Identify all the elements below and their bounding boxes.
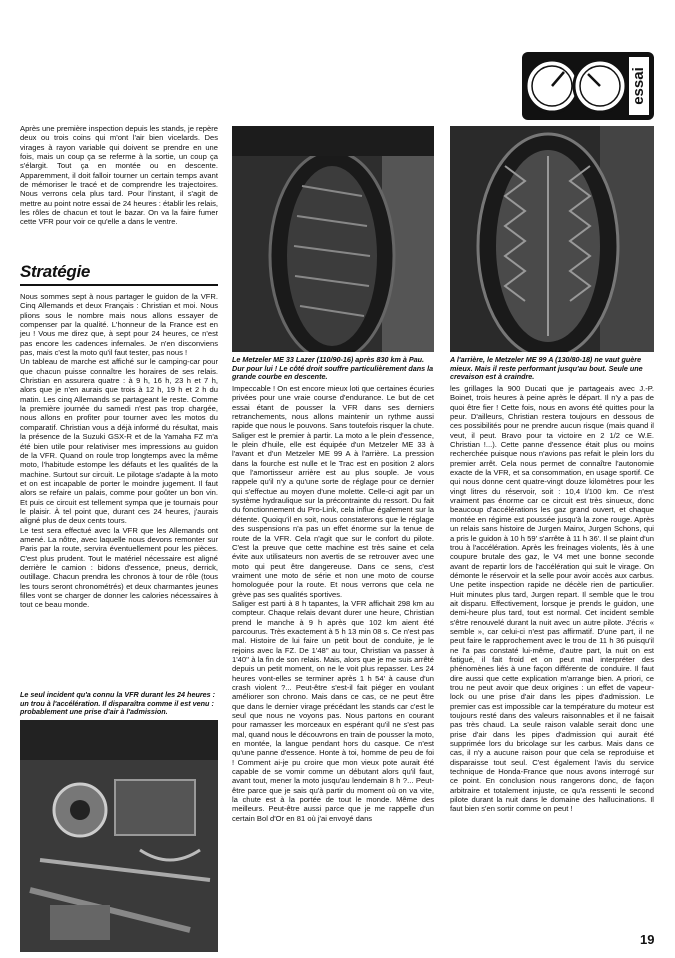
- engine-icon: [20, 720, 218, 952]
- essai-logo: [522, 52, 654, 120]
- caption-rear-tire: A l'arrière, le Metzeler ME 99 A (130/80-18) ne vaut guère mieux. Mais il reste performant jusqu'au bout. Seule une crevaison est à craindre.: [450, 355, 643, 382]
- engine-photo: [20, 720, 218, 952]
- rear-tire-icon: [450, 126, 654, 352]
- intro-paragraph: [20, 124, 218, 227]
- middle-paragraph-1: Impeccable ! On est encore mieux loti que certaines écuries privées pour une vraie course d'endurance. Le but de cet essai étant de pousser la VFR dans ses derniers retranchements, nous allons maintenir un rythme aussi rapide que nous le pouvons. Sans toutefois risquer la chute. Saliger est le premier à partir. La moto a le plein d'essence, le plein d'huile, elle est équipée d'un Metzeler ME 33 à l'avant et d'un Metzeler ME 99 A à l'arrière. La pression dans la fourche est nulle et le Trac est en position 2 alors que l'amortisseur arrière est au plus souple. Je vous rappele qu'il n'y a qu'une sorte de réglage pour ce dernier qui s'effectue au moyen d'une molette. Celle-ci agit par un système hydraulique sur la précontrainte du ressort. Du fait du fonctionnement du Pro-Link, cela influe également sur la détente. Quoiqu'il en soit, nous constaterons que le réglage des suspensions n'a pas un effet énorme sur la tenue de route de la VFR. Cela n'agit que sur le confort du pilote. C'est la preuve que cette machine est très saine et cela évite aux utilisateurs non avertis de se retrouver avec une moto qui peut être dangereuse. Dans ce sens, c'est vraiment une moto de série et non une moto de course homologuée pour la route. Et nous verrons que cela ne grève pas ses qualités sportives.: [232, 384, 434, 599]
- gauges-icon: [522, 52, 654, 120]
- intro-text: Après une première inspection depuis les stands, je repère deux ou trois coins qui m'ont l'air bien vicelards. Des virages à rayon variable qui doivent se prendre en une fois, mais un coup ça se referme à la sortie, un coup ça s'élargit. Tout ça en montée ou en descente. Apparemment, il doit falloir tourner un certain temps avant de mémoriser le tracé et de comprendre les trajectoires. Nous verrons cela plus tard. Pour l'instant, il s'agit de mettre au point notre essai de 24 heures : établir les relais, les rôles de chacun et tout le bazar. On va la faire fumer cette VFR pour voir ce qu'elle a dans le ventre.: [20, 124, 218, 227]
- caption-engine-photo: Le seul incident qu'a connu la VFR durant les 24 heures : un trou à l'accélération. Il disparaîtra comme il est venu : probablement une prise d'air à l'admission.: [20, 690, 216, 717]
- right-paragraph-1: les grillages la 900 Ducati que je partageais avec J.-P. Boinet, trois heures à peine après le départ. Il n'y a pas de quoi être fier ! Cette fois, nous en avons été quittes pour la peur. D'ailleurs, Christian restera toujours en dessous de ces possibilités pour ne prendre aucun risque (mais quand il veut, il peut. Bravo pour ta victoire en 2 1/2 ce W.E. Christian !...). Cette panne d'essence était plus ou moins recherchée puisque nous n'avions pas refait le plein lors du premier arrêt. Cela nous permet de connaître l'autonomie exacte de la VFR, et sa consommation, en usage sportif. Ce qui nous donne cent quatre-vingt douze kilomètres pour les vingt litres du réservoir, soit : 10,4 l/100 km. Ce n'est vraiment pas énorme car ce circuit est très sinueux, donc beaucoup d'accélérations les gaz grand ouvert, et chaque montée en régime est poussée jusqu'à la zone rouge. Après un relais sans histoire de Jurgen Mainx, Jurgen Schons, qui a pris le guidon à 10 h 59' s'arrête à 11 h 36'. Il se plaint d'un trou à l'accélération. Après les freinages violents, lès à une coupure brutale des gaz, le V4 met une bonne seconde avant de repartir lors de l'accélération qui suit le virage. On démonte le réservoir et la selle pour avoir accès aux carbus. Une petite inspection rapide ne décèle rien de particulier. Huit minutes plus tard, Jurgen repart. Il semble que le trou ait disparu. Effectivement, lorsque je prends le guidon, une demi-heure plus tard, tout est normal. Cet incident semble s'être renouvelé durant la nuit avec un autre pilote. J'écris « semble », car celui-ci n'est pas affirmatif. D'une part, il ne peut faire le rapprochement avec le trou de 11 h 36 puisqu'il ne l'a pas constaté lui-même, d'autre part, la nuit on est fatigué, il fait froid et on peut mal interpréter des phénomènes liés à une façon différente de conduire. Il faut dire aussi que cette explication m'arrange bien. A priori, ce trou ne peut avoir que deux origines : un effet de vapeur-lock ou une prise d'air dans les pipes d'admission. Le premier cas est impossible car la température du moteur est toujours resté dans des valeurs raisonnables et il ne faisait pas très chaud. La seule raison valable serait donc une prise d'air dans les pipes d'admission qui aurait été supprimée lors du bricolage sur les carbus. Mais dans ce cas, il n'y a aucune raison pour que cela se reproduise et disparaisse tout seul. C'est également l'avis du service technique de Honda-France que nous avons interrogé sur ce point. En conclusion nous rangerons donc, de façon arbitraire et totalement injuste, ce qu'a ressenti le second pilote durant la nuit dans le domaine des hallucinations. Il faut bien s'en sortir comme on peut !: [450, 384, 654, 814]
- section-title: Stratégie: [20, 262, 91, 281]
- logo-label: essai: [629, 67, 647, 105]
- right-column-text: [450, 384, 654, 814]
- strategie-text: [20, 292, 218, 610]
- page-number: 19: [640, 932, 655, 947]
- middle-column-text: [232, 384, 434, 823]
- front-tire-icon: [232, 126, 434, 352]
- strategie-paragraph-1: Nous sommes sept à nous partager le guidon de la VFR. Cinq Allemands et deux Français : Christian et moi. Nous plions sous le nombre mais nous allons essayer de compenser par la qualité. L'honneur de la France est en jeu ! Vous me direz que, à sept pour 24 heures, ce n'est pas encore les cadences infernales. Je n'en disconviens pas, mais c'est la moto qu'il faut tester, pas nous !: [20, 292, 218, 358]
- section-underline: [20, 284, 218, 286]
- front-tire-photo: [232, 126, 434, 352]
- strategie-paragraph-3: Le test sera effectué avec la VFR que les Allemands ont amené. La nôtre, avec laquelle nous devons remonter sur Paris par la route, servira éventuellement pour les pièces. C'est plus prudent. Tout le matériel nécessaire est aligné derrière le camion : bidons d'essence, pneus, derrick, outillage. Chacun prendra les chronos à tour de rôle (tous les tours seront chronométrés) et deux charmantes jeunes filles vont se charger de donner les calories nécessaires à tout ce beau monde.: [20, 525, 218, 610]
- rear-tire-photo: [450, 126, 654, 352]
- middle-paragraph-2: Saliger est parti à 8 h tapantes, la VFR affichait 298 km au compteur. Chaque relais devant durer une heure, Christian prend le manche à 9 h après que 102 km aient été parcourus. Très exactement à 5 h 13 min 08 s. Ce n'est pas mal. Histoire de lui faire un petit bout de conduite, je le rejoins avec la FZ. De 1'48'' au tour, Christian va passer à 1'40'' à la fin de son relais. Mais, alors que je me suis arrêté depuis un petit moment, on ne le voit plus repasser. Les 24 heures vont-elles se terminer après 1 h 54' à cause d'un crash violent ?... Peut-être s'est-il fait piéger en voulant améliorer son chrono. Mais dans ce cas, ce ne peut être que dans le dernier virage précédant les stands car c'est le seul que nous ne voyons pas. Nous partons en courant pour ramasser les morceaux en espérant qu'il ne s'est pas mal, quand nous le découvrons en train de pousser la moto, en montée, la langue pendant hors du casque. Ce n'est qu'une panne d'essence. Honte à toi, homme de peu de foi ! Comment ai-je pu croire que mon vieux pote aurait été capable de se vomir comme un débutant alors qu'il faut, avant tout, mener la moto jusqu'au lendemain 8 h ?... Peut-être parce que je sais qu'à partir du moment où on va vite, la chute est à la portée de tout le monde. Même des meilleurs. Peut-être aussi parce que je me rappelle d'un certain Bol d'Or en 81 où j'ai envoyé dans: [232, 598, 434, 823]
- strategie-paragraph-2: Un tableau de marche est affiché sur le camping-car pour que chacun puisse connaître les horaires de ses relais. Christian en assurera quatre : à 9 h, 16 h, 23 h et 7 h, alors que je n'en aurais que trois à 12 h, 19 h et 2 h du matin. Les cinq Allemands se partageant le reste. Comme la première journée du samedi n'est pas trop chargée, nous allons en profiter pour tourner avec les motos du comparatif. Christian vous a déjà informé du résultat, mais la présence de la Suzuki GSX-R et de la Yamaha FZ m'a été bien utile pour relativiser mes impressions au guidon de la VFR. Quand on roule trop longtemps avec la même moto, l'habitude estompe les défauts et les qualités de la machine. Surtout sur circuit. Le pilotage s'adapte à la moto et on est incapable de porter le moindre jugement. Il faut alors se refaire un palais, comme pour goûter un bon vin. Et puis ce circuit est tellement sympa que je tournais pour le plaisir. À tel point que, durant ces 24 heures, j'aurais aligné plus de deux cents tours.: [20, 357, 218, 526]
- caption-front-tire: Le Metzeler ME 33 Lazer (110/90-16) après 830 km à Pau. Dur pour lui ! Le côté droit souffre particulièrement dans la grande courbe en descente.: [232, 355, 434, 382]
